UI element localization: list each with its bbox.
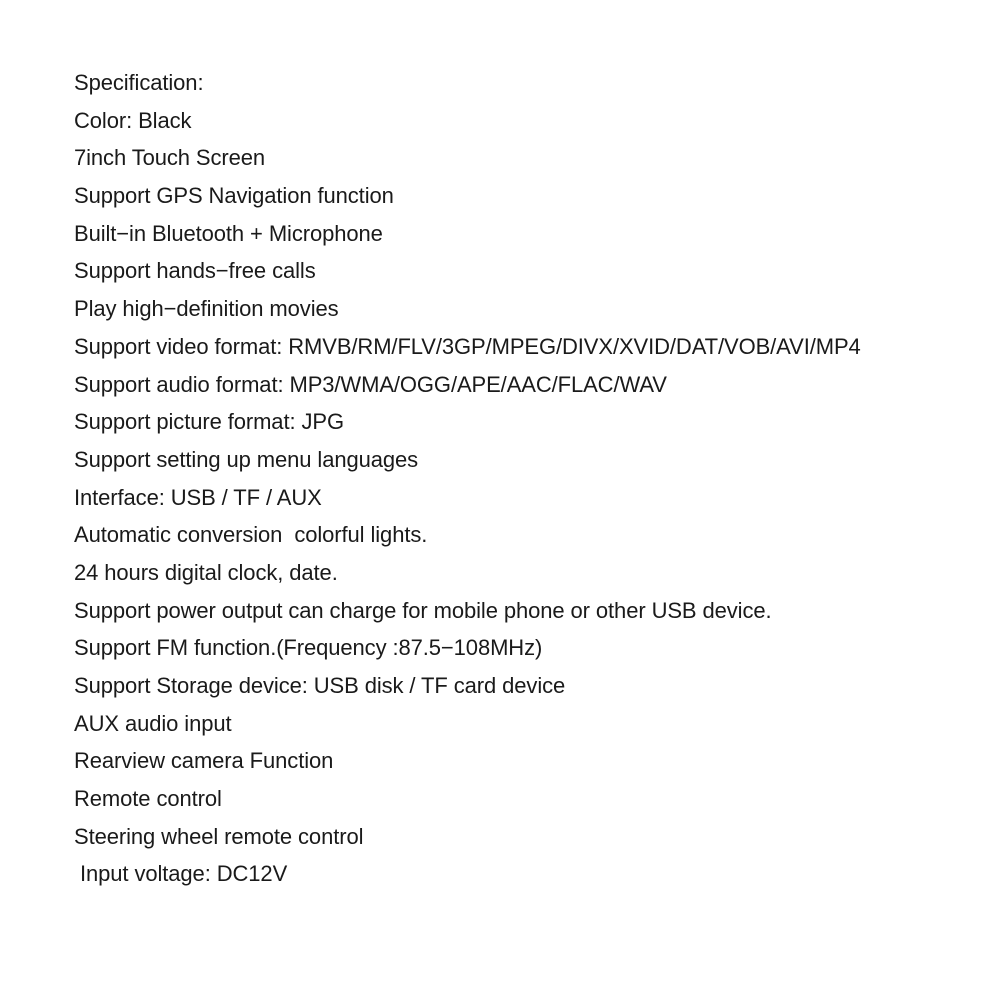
spec-line-rearview-camera: Rearview camera Function [74,748,334,774]
spec-line-aux-input: AUX audio input [74,710,232,736]
spec-line-picture-format: Support picture format: JPG [74,409,344,435]
spec-line-power-output: Support power output can charge for mobile phone or other USB device. [74,597,772,623]
spec-line-storage: Support Storage device: USB disk / TF card device [74,673,566,698]
spec-line-interface: Interface: USB / TF / AUX [74,484,322,510]
spec-line-lights: Automatic conversion colorful lights. [74,522,428,548]
spec-line-steering-wheel-control: Steering wheel remote control [74,823,364,849]
spec-heading: Specification: [74,70,204,95]
spec-line-menu-languages: Support setting up menu languages [74,446,419,472]
spec-line-gps: Support GPS Navigation function [74,183,394,209]
spec-line-video-format: Support video format: RMVB/RM/FLV/3GP/MPEG/DIVX/XVID/DAT/VOB/AVI/MP4 [74,333,861,359]
spec-line-movies: Play high−definition movies [74,296,339,322]
spec-line-fm: Support FM function.(Frequency :87.5−108MHz) [74,635,543,661]
spec-line-hands-free: Support hands−free calls [74,258,316,284]
spec-line-remote-control: Remote control [74,786,222,812]
specification-list [74,64,974,893]
spec-line-clock: 24 hours digital clock, date. [74,559,338,585]
spec-line-screen: 7inch Touch Screen [74,145,266,171]
spec-line-color: Color: Black [74,107,192,133]
spec-line-bluetooth: Built−in Bluetooth + Microphone [74,220,383,246]
spec-line-input-voltage: Input voltage: DC12V [74,861,288,887]
spec-line-audio-format: Support audio format: MP3/WMA/OGG/APE/AAC/FLAC/WAV [74,371,667,397]
